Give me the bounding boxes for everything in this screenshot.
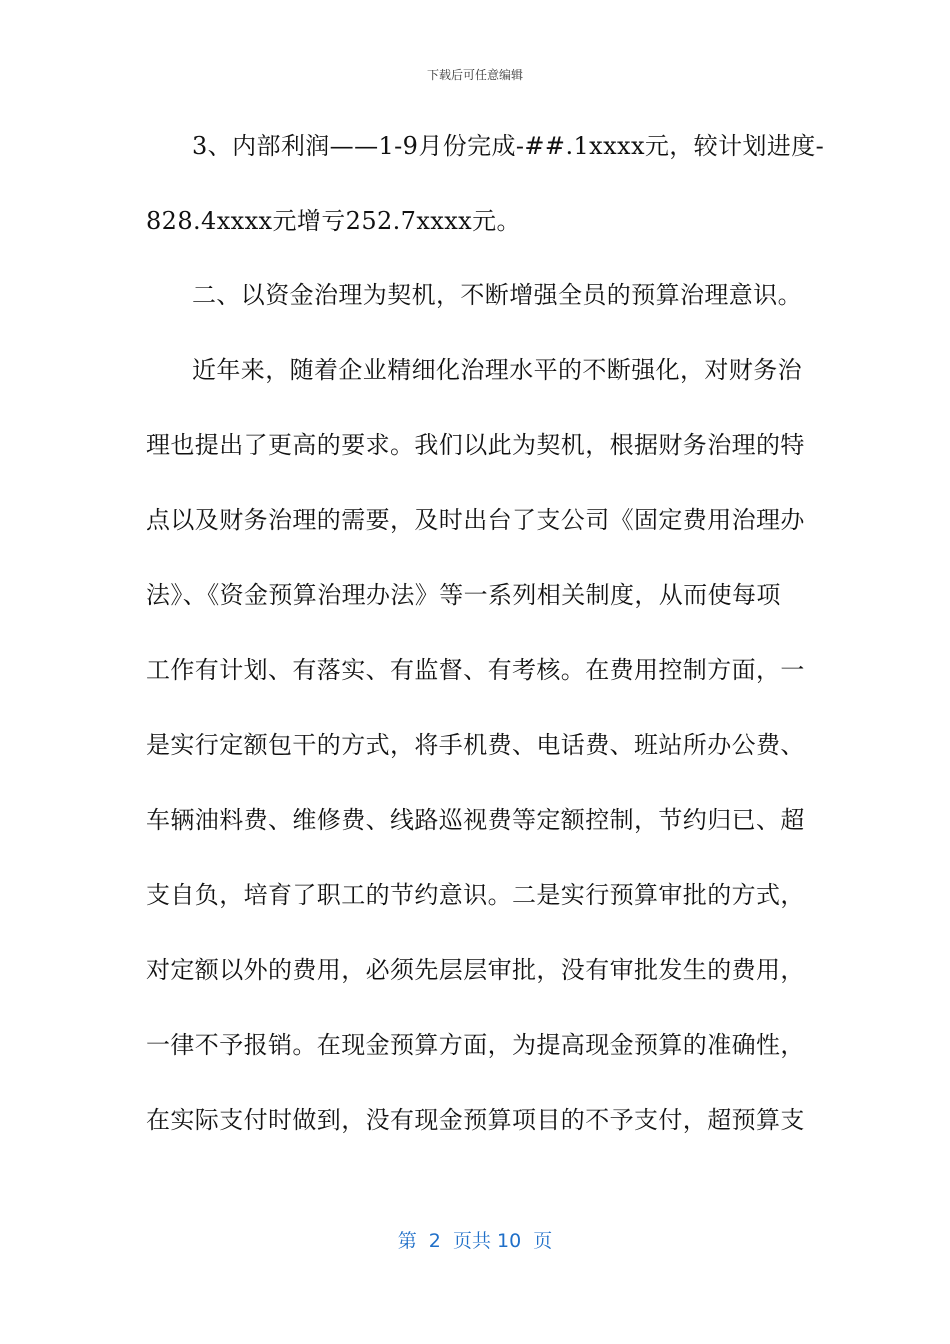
text-line-14: 在实际支付时做到，没有现金预算项目的不予支付，超预算支	[146, 1106, 805, 1134]
text-line-6: 点以及财务治理的需要，及时出台了支公司《固定费用治理办	[146, 506, 805, 534]
section-heading: 二、以资金治理为契机，不断增强全员的预算治理意识。	[192, 281, 802, 309]
text-line-4: 近年来，随着企业精细化治理水平的不断强化，对财务治	[192, 356, 802, 384]
text-line-11: 支自负，培育了职工的节约意识。二是实行预算审批的方式，	[146, 881, 805, 909]
text-line-9: 是实行定额包干的方式，将手机费、电话费、班站所办公费、	[146, 731, 805, 759]
text-line-13: 一律不予报销。在现金预算方面，为提高现金预算的准确性，	[146, 1031, 805, 1059]
text-line-2: 828.4xxxx元增亏252.7xxxx元。	[146, 207, 521, 235]
text-line-1: 3、内部利润——1-9月份完成-##.1xxxx元，较计划进度-	[192, 132, 825, 160]
page-header: 下载后可任意编辑	[426, 68, 523, 82]
page-number-footer: 第 2 页共 10 页	[397, 1230, 553, 1252]
text-line-7: 法》、《资金预算治理办法》等一系列相关制度，从而使每项	[146, 581, 781, 609]
text-line-5: 理也提出了更高的要求。我们以此为契机，根据财务治理的特	[146, 431, 805, 459]
text-line-12: 对定额以外的费用，必须先层层审批，没有审批发生的费用，	[146, 956, 805, 984]
text-line-10: 车辆油料费、维修费、线路巡视费等定额控制，节约归已、超	[146, 806, 805, 834]
text-line-8: 工作有计划、有落实、有监督、有考核。在费用控制方面，一	[146, 656, 805, 684]
